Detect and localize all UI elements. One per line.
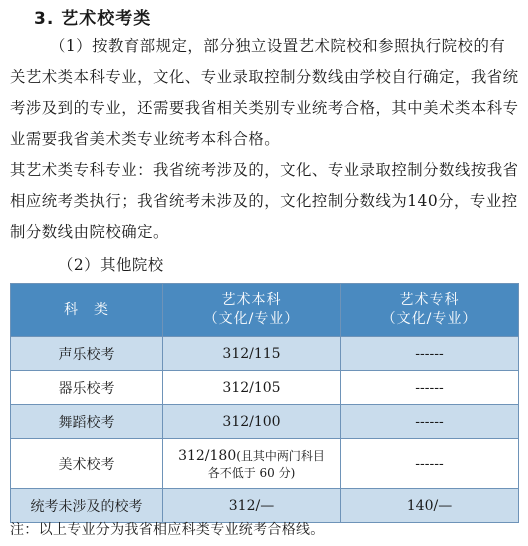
table-header-row [11, 284, 519, 337]
header-junior-label: 艺术专科 [399, 292, 460, 308]
row-bachelor-note2: 各不低于 60 分) [207, 465, 296, 480]
footnote: 注：以上专业分为我省相应科类专业统考合格线。 [10, 522, 325, 538]
table-row [11, 489, 519, 523]
row-bachelor-note: (且其中两门科目 [236, 448, 325, 463]
row-category: 美术校考 [11, 439, 163, 489]
row-junior: ------ [341, 405, 519, 439]
row-category: 统考未涉及的校考 [11, 489, 163, 523]
table-row [11, 405, 519, 439]
row-bachelor: 312/100 [163, 405, 341, 439]
row-category: 器乐校考 [11, 371, 163, 405]
header-junior-sub: （文化/专业） [381, 311, 478, 327]
paragraph-art-colleges: （1）按教育部规定，部分独立设置艺术院校和参照执行院校的有关艺术类本科专业，文化、专业录取控制分数线由学校自行确定，我省统考涉及到的专业，还需要我省相关类别专业统考合格，其中美术类本科专业需要我省美术类专业统考本科合格。 [10, 37, 519, 148]
subsection-other-colleges: （2）其他院校 [58, 256, 164, 274]
row-bachelor [163, 439, 341, 489]
row-category: 声乐校考 [11, 337, 163, 371]
table-row [11, 337, 519, 371]
header-bachelor [163, 284, 341, 337]
section-heading: 3. 艺术校考类 [34, 9, 152, 29]
row-category: 舞蹈校考 [11, 405, 163, 439]
row-junior: ------ [341, 337, 519, 371]
header-bachelor-sub: （文化/专业） [203, 311, 300, 327]
row-bachelor: 312/115 [163, 337, 341, 371]
row-bachelor-value: 312/180 [178, 447, 237, 464]
row-junior: ------ [341, 371, 519, 405]
header-category [11, 284, 163, 337]
header-junior [341, 284, 519, 337]
row-junior: 140/— [341, 489, 519, 523]
row-bachelor: 312/105 [163, 371, 341, 405]
score-table [10, 283, 519, 523]
row-junior: ------ [341, 439, 519, 489]
row-bachelor-line1 [163, 447, 340, 464]
header-category-label: 科 类 [64, 301, 109, 318]
row-bachelor: 312/— [163, 489, 341, 523]
paragraph-junior-college: 其艺术类专科专业：我省统考涉及的，文化、专业录取控制分数线按我省相应统考类执行；我省统考未涉及的，文化控制分数线为140分，专业控制分数线由院校确定。 [10, 161, 519, 241]
table-row [11, 439, 519, 489]
table-row [11, 371, 519, 405]
header-bachelor-label: 艺术本科 [221, 292, 282, 308]
